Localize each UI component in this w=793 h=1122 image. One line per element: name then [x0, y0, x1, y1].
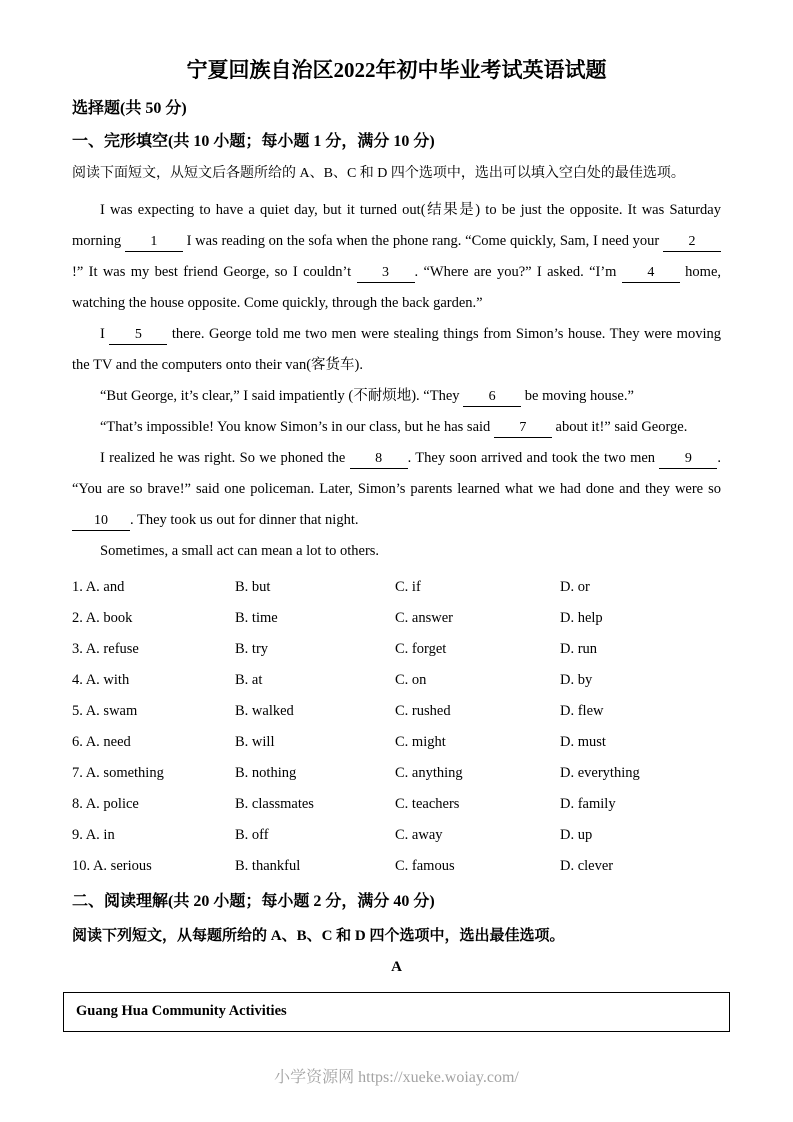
cloze-question-row-8	[72, 789, 721, 820]
option-a: A. swam	[85, 703, 138, 719]
cloze-question-row-1	[72, 572, 721, 603]
option-b: B. try	[235, 641, 269, 657]
option-d: D. by	[560, 672, 593, 688]
option-cell	[72, 851, 235, 882]
question-number: 6.	[72, 734, 83, 750]
question-number: 2.	[72, 610, 83, 626]
option-c: C. away	[395, 827, 443, 843]
option-c: C. if	[395, 579, 421, 595]
cloze-blank-2: 2	[663, 233, 721, 252]
option-c: C. anything	[395, 765, 463, 781]
cloze-blank-4: 4	[622, 264, 680, 283]
question-number: 1.	[72, 579, 83, 595]
option-d: D. run	[560, 641, 598, 657]
option-d: D. everything	[560, 765, 640, 781]
option-a: A. and	[85, 579, 125, 595]
option-a: A. in	[85, 827, 115, 843]
question-number: 10.	[72, 858, 91, 874]
option-a: A. serious	[92, 858, 152, 874]
cloze-blank-7: 7	[494, 419, 552, 438]
activity-box	[63, 992, 730, 1032]
cloze-question-row-6	[72, 727, 721, 758]
option-a: A. book	[85, 610, 133, 626]
option-cell	[72, 758, 235, 789]
option-a: A. refuse	[85, 641, 139, 657]
page-title: 宁夏回族自治区2022年初中毕业考试英语试题	[186, 58, 607, 82]
option-b: B. classmates	[235, 796, 314, 812]
option-d: D. or	[560, 579, 590, 595]
option-c: C. teachers	[395, 796, 460, 812]
option-d: D. help	[560, 610, 603, 626]
option-cell	[72, 603, 235, 634]
option-d: D. flew	[560, 703, 604, 719]
question-number: 9.	[72, 827, 83, 843]
cloze-question-row-3	[72, 634, 721, 665]
reading-heading: 二、阅读理解(共 20 小题；每小题 2 分，满分 40 分)	[72, 893, 435, 910]
option-cell	[72, 634, 235, 665]
option-cell	[72, 789, 235, 820]
option-b: B. will	[235, 734, 275, 750]
cloze-blank-10: 10	[72, 512, 130, 531]
option-c: C. famous	[395, 858, 455, 874]
option-cell	[72, 696, 235, 727]
cloze-paragraph-5: I realized he was right. So we phoned the 8 . They soon arrived and took the two men 9 . “You are so brave!” said one policeman. Later, Simon’s parents learned what we had done and they were so 10 . They took us out for dinner that night.	[72, 443, 721, 536]
option-d: D. clever	[560, 858, 614, 874]
cloze-question-row-7	[72, 758, 721, 789]
cloze-question-row-9	[72, 820, 721, 851]
option-c: C. rushed	[395, 703, 451, 719]
option-b: B. nothing	[235, 765, 297, 781]
cloze-paragraph-3: “But George, it’s clear,” I said impatiently (不耐烦地). “They 6 be moving house.”	[72, 381, 721, 412]
question-number: 5.	[72, 703, 83, 719]
section-choice-heading: 选择题(共 50 分)	[72, 100, 187, 117]
question-number: 4.	[72, 672, 83, 688]
cloze-blank-9: 9	[659, 450, 717, 469]
option-a: A. something	[85, 765, 164, 781]
question-number: 8.	[72, 796, 83, 812]
question-number: 7.	[72, 765, 83, 781]
option-cell	[72, 572, 235, 603]
reading-instruction: 阅读下列短文，从每题所给的 A、B、C 和 D 四个选项中，选出最佳选项。	[72, 928, 565, 944]
option-c: C. forget	[395, 641, 447, 657]
option-cell	[72, 820, 235, 851]
activity-box-title: Guang Hua Community Activities	[76, 1003, 287, 1019]
option-b: B. walked	[235, 703, 294, 719]
option-d: D. up	[560, 827, 593, 843]
option-b: B. time	[235, 610, 278, 626]
footer-watermark: 小学资源网 https://xueke.woiay.com/	[274, 1069, 519, 1086]
cloze-blank-8: 8	[350, 450, 408, 469]
option-a: A. police	[85, 796, 139, 812]
cloze-blank-6: 6	[463, 388, 521, 407]
cloze-question-row-10	[72, 851, 721, 882]
reading-passage-label: A	[391, 959, 402, 975]
option-d: D. family	[560, 796, 616, 812]
option-a: A. with	[85, 672, 130, 688]
cloze-question-row-2	[72, 603, 721, 634]
cloze-instruction: 阅读下面短文，从短文后各题所给的 A、B、C 和 D 四个选项中，选出可以填入空白处的最佳选项。	[72, 166, 685, 181]
option-b: B. but	[235, 579, 271, 595]
question-number: 3.	[72, 641, 83, 657]
cloze-heading: 一、完形填空(共 10 小题；每小题 1 分，满分 10 分)	[72, 133, 435, 150]
option-b: B. thankful	[235, 858, 301, 874]
option-cell	[72, 727, 235, 758]
cloze-blank-5: 5	[109, 326, 167, 345]
option-cell	[72, 665, 235, 696]
option-c: C. might	[395, 734, 446, 750]
cloze-paragraph-1: I was expecting to have a quiet day, but it turned out(结果是) to be just the opposite. It was Saturday morning 1 I was reading on the sofa when the phone rang. “Come quickly, Sam, I need your 2!” It was my best friend George, so I couldn’t 3 . “Where are you?” I asked. “I’m 4 home, watching the house opposite. Come quickly, through the back garden.”	[72, 202, 722, 311]
cloze-blank-1: 1	[125, 233, 183, 252]
option-b: B. off	[235, 827, 269, 843]
cloze-options	[72, 572, 721, 882]
cloze-passage	[72, 195, 721, 567]
cloze-question-row-5	[72, 696, 721, 727]
option-c: C. answer	[395, 610, 453, 626]
option-c: C. on	[395, 672, 427, 688]
cloze-paragraph-4: “That’s impossible! You know Simon’s in our class, but he has said 7 about it!” said George.	[72, 412, 721, 443]
option-d: D. must	[560, 734, 606, 750]
cloze-paragraph-6: Sometimes, a small act can mean a lot to others.	[100, 543, 380, 559]
cloze-blank-3: 3	[357, 264, 415, 283]
cloze-paragraph-2: I 5 there. George told me two men were stealing things from Simon’s house. They were moving the TV and the computers onto their van(客货车).	[72, 326, 721, 373]
cloze-question-row-4	[72, 665, 721, 696]
option-a: A. need	[85, 734, 131, 750]
option-b: B. at	[235, 672, 263, 688]
